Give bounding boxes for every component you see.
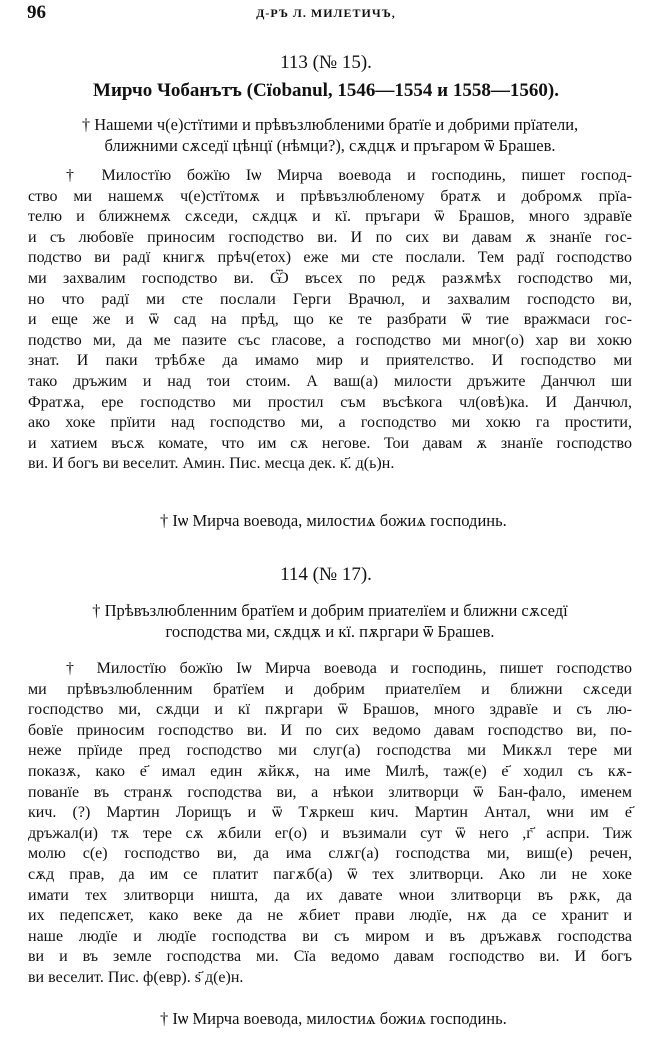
text-line: подство ви радї книгѫ прѣч(етох) еже ми сте послали. Тем радї господство: [28, 249, 632, 267]
letter-body: [28, 166, 632, 475]
text-line: Фратѫа, ере господство ми простил съм въсѣкога чл(овѣ)ка. И Данчюл,: [28, 393, 632, 411]
document-number: 114 (№ 17).: [280, 564, 372, 585]
text-line: бовїе приносим господство ви. И по сих ведомо давам господство ви, по-: [28, 721, 632, 739]
text-line: неже прїиде пред господство ми слуг(а) господства ми Микѫл тере ми: [28, 742, 632, 760]
text-line: ви веселит. Пис. ф(евр). ѕ҃ д(е)н.: [28, 968, 244, 986]
text-line: их педепсѫет, како веке да не ѫбиет прави людїе, нѫ да се хранит и: [28, 907, 632, 925]
address: [28, 600, 632, 642]
text-line: ви и въ земле господства ми. Сїа ведомо давам господство ви. И богъ: [28, 948, 632, 966]
text-line: ако хоке прїити над господство ми, а господство ми хокю га простити,: [28, 414, 632, 432]
text-line: господство ми, сѫдци и кї пѫргари ѿ Брашов, много здравїе и съ лю-: [28, 701, 632, 719]
text-line: тако дръжим и над тои стоим. А ваш(а) милости дръжите Данчюл ши: [28, 372, 632, 390]
text-line: † Милостїю божїю Iѡ Мирча воевода и господинь, пишет господ-: [66, 167, 632, 184]
text-line: но что радї ми сте послали Герги Врачюл, и захвалим господсто ви,: [28, 290, 632, 308]
text-line: и хатием въсѫ комате, что им сѫ негове. Тои давам ѫ знанїе господство: [28, 434, 632, 452]
text-line: и еще же и ѿ сад на прѣд, що ке те разбрати ѿ тие вражмаси гос-: [28, 311, 632, 329]
address-line: господства ми, сѫдцѫ и кї. пѫргари ѿ Брашев.: [165, 622, 495, 641]
text-line: ви. И богъ ви веселит. Амин. Пис. месца дек. к҃. д(ь)н.: [28, 455, 395, 473]
signature: † Iѡ Мирча воевода, милостиѧ божиѧ господинь.: [160, 1009, 507, 1028]
text-line: наше людїе и людїе господства ви съ миром и въ дръжавѫ господства: [28, 927, 632, 945]
address-line: † Прѣвъзлюбленним братїем и добрим приателїем и ближни сѫседї: [92, 601, 568, 620]
letter-body: [28, 659, 632, 989]
text-line: пованїе въ странѫ господства ви, а нѣкои злитворци ѿ Бан-фало, именем: [28, 783, 632, 801]
address-line: ближними сѫседї цѣнцї (нѣмци?), сѫдцѫ и пръгаром ѿ Брашев.: [104, 136, 556, 155]
text-line: телю и ближнемѫ сѫседи, сѫдцѫ и кї. пръгари ѿ Брашов, много здравїе: [28, 208, 632, 226]
page-number: 96: [27, 2, 46, 23]
text-line: сѫд прав, да им се платит пагѫб(а) ѿ тех злитворци. Ако ли не хоке: [28, 865, 632, 883]
running-title: Д-РЪ Л. МИЛЕТИЧЪ,: [256, 6, 396, 20]
address-line: † Нашеми ч(е)стїтими и прѣвъзлюбленими братїе и добрими прїатели,: [81, 115, 579, 134]
text-line: † Милостїю божїю Iѡ Мирча воевода и господинь, пишет господство: [66, 660, 632, 677]
text-line: молю с(е) господство ви, да има слѫг(а) господства ми, виш(е) речен,: [28, 845, 632, 863]
text-line: ми прѣвъзлюбленним братїем и добрим приателїем и ближни сѫседи: [28, 680, 632, 698]
text-line: кич. (?) Мартин Лорищъ и ѿ Тѫркеш кич. Мартин Антал, ѡни им е҃: [28, 804, 632, 822]
text-line: дръжал(и) тѫ тере сѫ ѫбили ег(о) и възимали сут ѿ него ,г҃ аспри. Тиж: [28, 824, 632, 842]
document-number: 113 (№ 15).: [280, 52, 372, 73]
text-line: и съ любовїе приносим господство ви. И по сих ви давам ѫ знанїе гос-: [28, 228, 632, 246]
text-line: знат. И паки трѣбѫе да имамо мир и приятелство. И господство ми: [28, 352, 632, 370]
text-line: ство ми нашемѫ ч(е)стїтомѫ и прѣвъзлюбленому братѫ и добромѫ прїа-: [28, 187, 632, 205]
address: [28, 114, 632, 156]
signature: † Iѡ Мирча воевода, милостиѧ божиѧ господинь.: [160, 511, 507, 530]
section-title: Мирчо Чобанътъ (Cïobanul, 1546—1554 и 1558—1560).: [93, 80, 559, 101]
text-line: имати тех злитворци ништа, да их давате ѡнои злитворци въ рѫк, да: [28, 886, 632, 904]
text-line: ми захвалим господство ви. Ѿ въсех по редѫ разѫмѣх господство ми,: [28, 269, 632, 287]
text-line: показѫ, како е҃ имал един ѫйкѫ, на име Милѣ, таж(е) е҃ ходил съ кѫ-: [28, 762, 632, 780]
text-line: подство ми, да ме пазите със гласове, а господство ми мног(о) хар ви хокю: [28, 331, 632, 349]
